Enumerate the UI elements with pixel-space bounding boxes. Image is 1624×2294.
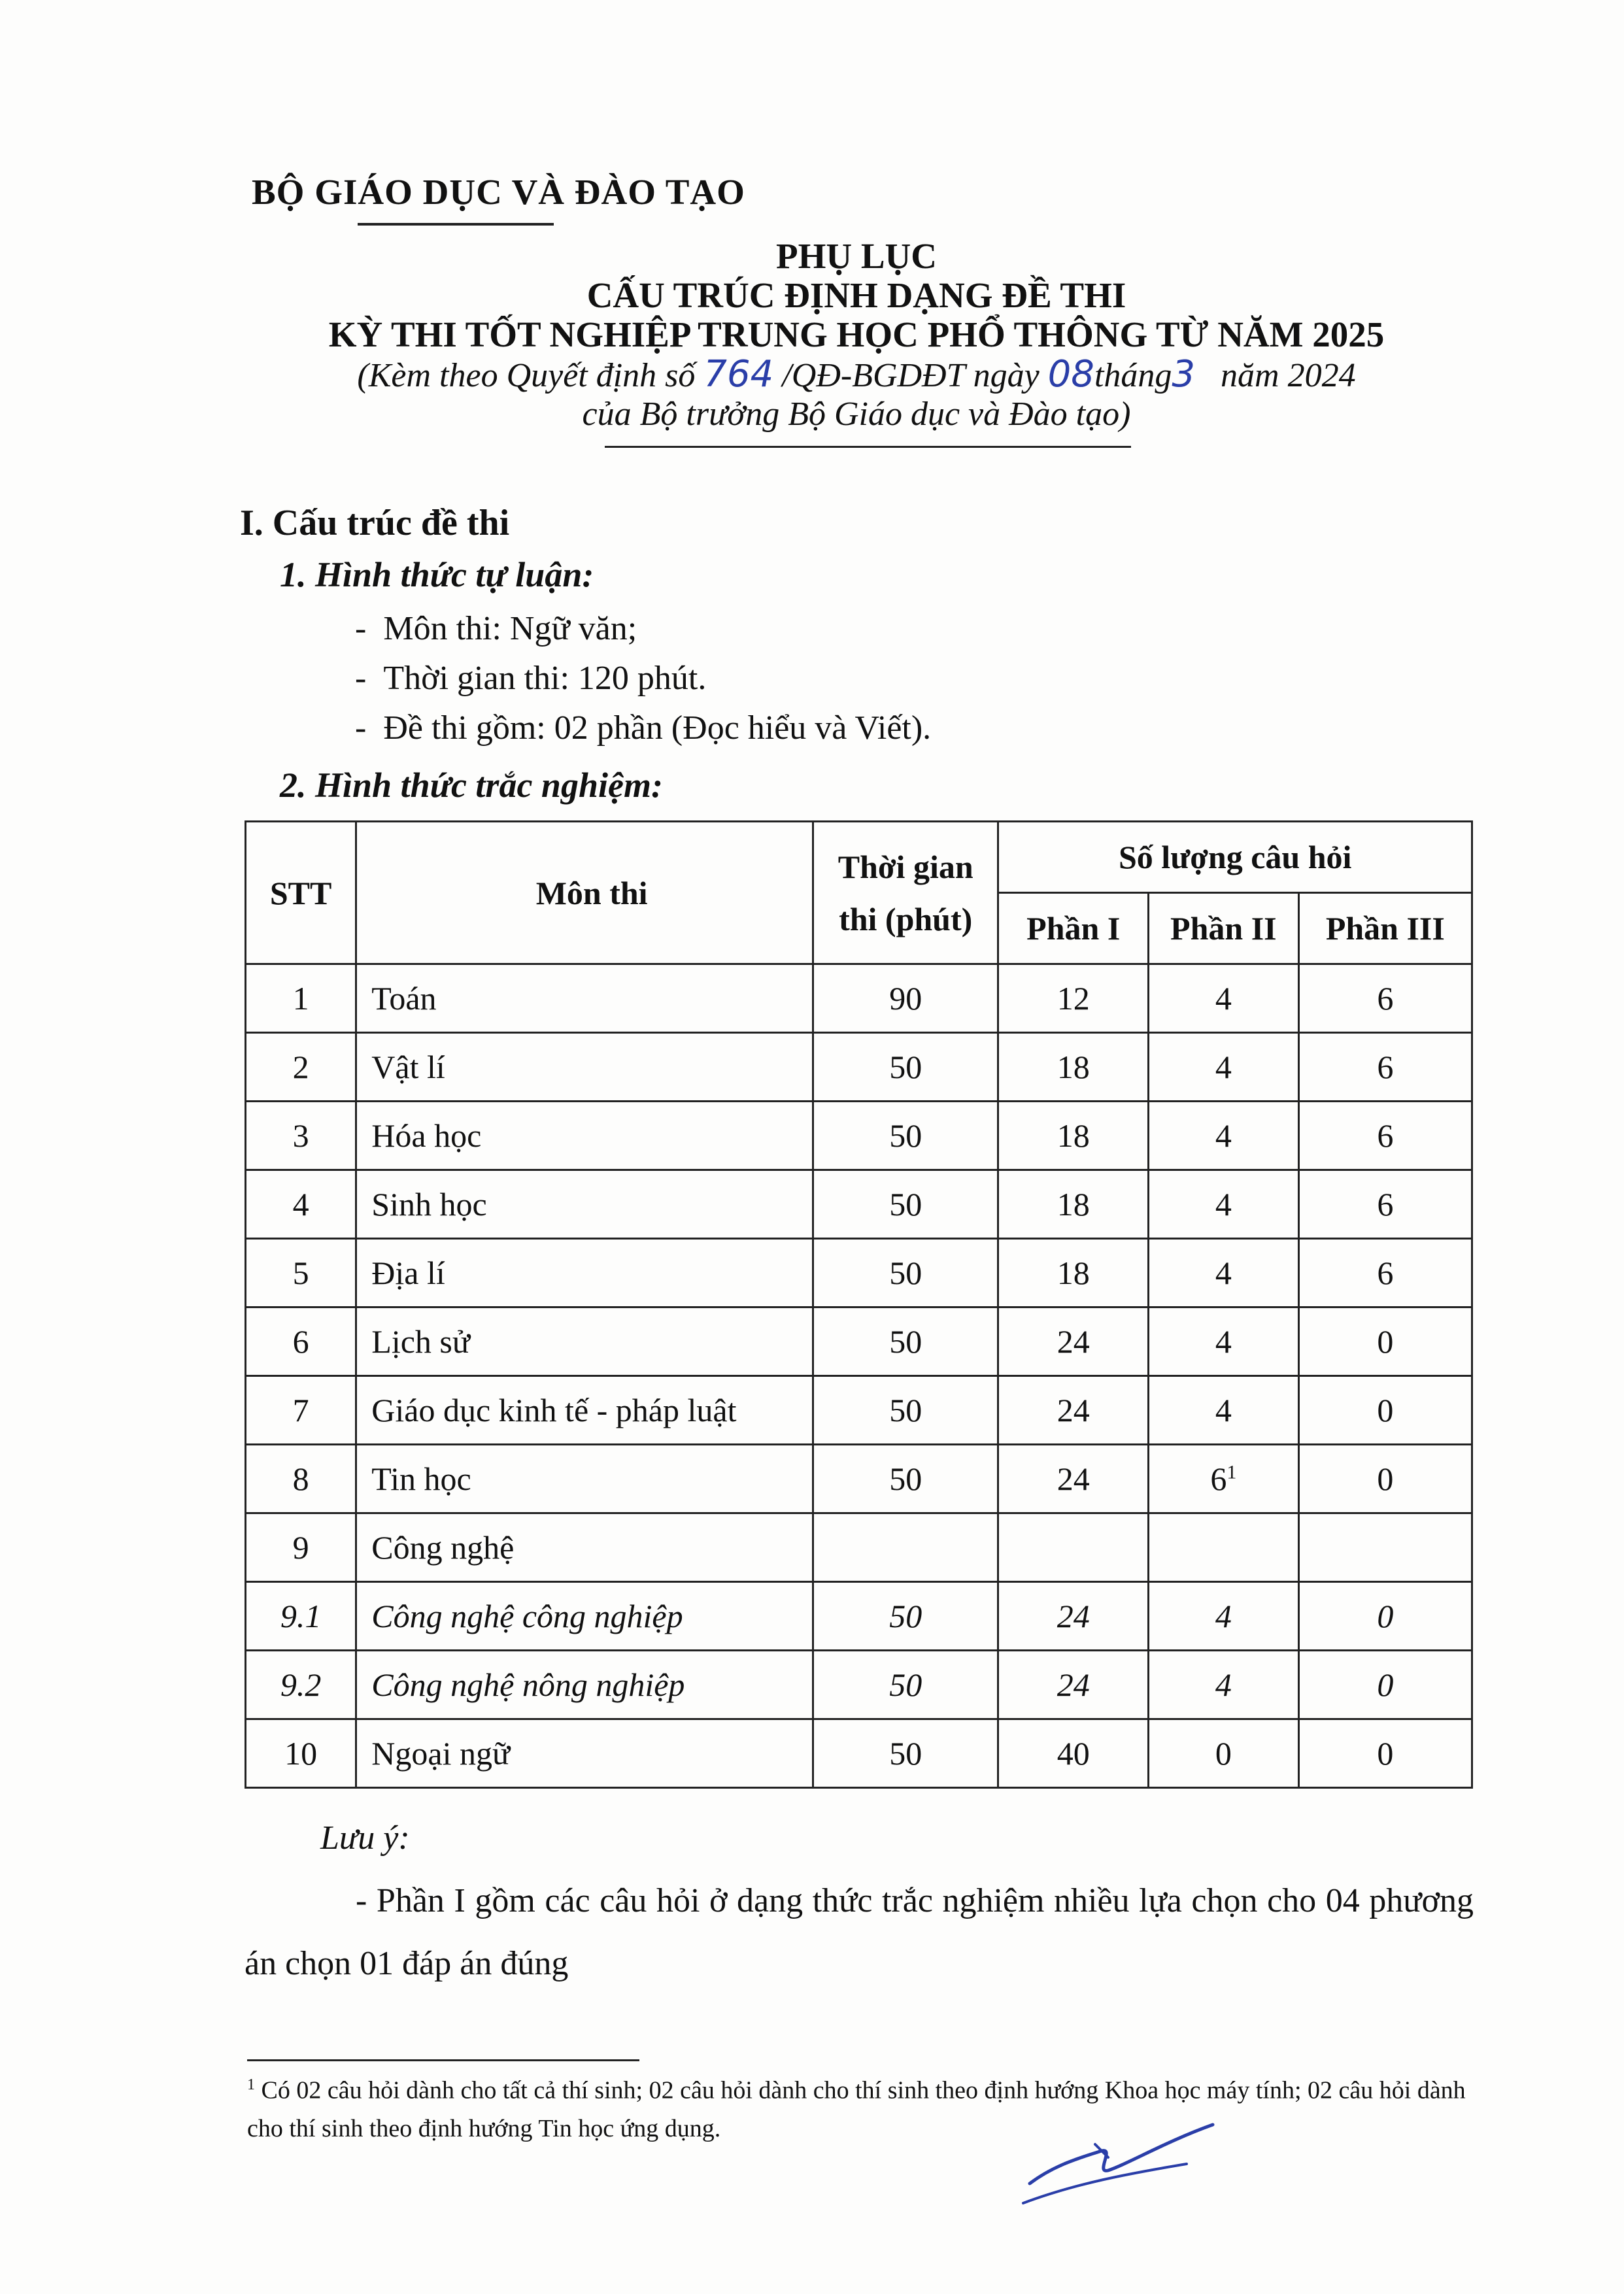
footnote-ref: 1 bbox=[1226, 1461, 1237, 1483]
essay-heading: 1. Hình thức tự luận: bbox=[280, 555, 594, 594]
header-stt: STT bbox=[246, 822, 356, 964]
header-part3: Phần III bbox=[1298, 893, 1472, 964]
cell-part2: $6^1$ bbox=[1149, 1445, 1299, 1513]
cell-subject: Lịch sử bbox=[356, 1307, 813, 1376]
cell-part3: 0 bbox=[1298, 1719, 1472, 1788]
doc-title-line1: CẤU TRÚC ĐỊNH DẠNG ĐỀ THI bbox=[586, 275, 1126, 315]
exam-structure-table bbox=[245, 820, 1473, 1789]
cell-part3: 0 bbox=[1298, 1582, 1472, 1651]
cell-time: 50 bbox=[813, 1307, 998, 1376]
signature-image bbox=[1017, 2112, 1226, 2210]
cell-stt: 6 bbox=[246, 1307, 356, 1376]
cell-part2: 4 bbox=[1149, 1033, 1299, 1102]
table-row bbox=[246, 1651, 1472, 1719]
cell-part3: 6 bbox=[1298, 1102, 1472, 1170]
cell-part3: 6 bbox=[1298, 1033, 1472, 1102]
cell-subject: Giáo dục kinh tế - pháp luật bbox=[356, 1376, 813, 1445]
note-title: Lưu ý: bbox=[320, 1819, 410, 1857]
cell-subject: Công nghệ bbox=[356, 1513, 813, 1582]
cell-stt: 8 bbox=[246, 1445, 356, 1513]
cell-stt: 4 bbox=[246, 1170, 356, 1239]
cell-time: 50 bbox=[813, 1102, 998, 1170]
month-handwritten: 3 bbox=[1172, 353, 1196, 396]
cell-stt: 1 bbox=[246, 964, 356, 1033]
cell-part2: 4 bbox=[1149, 1102, 1299, 1170]
footnote-text: Có 02 câu hỏi dành cho tất cả thí sinh; 02 câu hỏi dành cho thí sinh theo định hướng Khoa học máy tính; 02 câu hỏi dành cho thí sinh theo định hướng Tin học ứng dụng. bbox=[247, 2076, 1466, 2142]
cell-stt: 7 bbox=[246, 1376, 356, 1445]
cell-part1: 24 bbox=[998, 1651, 1149, 1719]
table-row bbox=[246, 1102, 1472, 1170]
cell-part1: 18 bbox=[998, 1102, 1149, 1170]
cell-subject: Công nghệ nông nghiệp bbox=[356, 1651, 813, 1719]
cell-part3 bbox=[1298, 1513, 1472, 1582]
table-row bbox=[246, 1376, 1472, 1445]
cell-part2: 0 bbox=[1149, 1719, 1299, 1788]
cell-part2: 4 bbox=[1149, 1307, 1299, 1376]
day-handwritten: 08 bbox=[1047, 353, 1094, 396]
year-text: năm 2024 bbox=[1221, 357, 1356, 394]
attachment-line1 bbox=[275, 353, 1438, 396]
header-subject: Môn thi bbox=[356, 822, 813, 964]
cell-stt: 10 bbox=[246, 1719, 356, 1788]
cell-part1: 24 bbox=[998, 1307, 1149, 1376]
appendix-title: PHỤ LỤC bbox=[776, 236, 937, 276]
cell-part2: 4 bbox=[1149, 1376, 1299, 1445]
header-question-count: Số lượng câu hỏi bbox=[998, 822, 1472, 893]
header-time: Thời gian thi (phút) bbox=[813, 822, 998, 964]
attach-prefix: (Kèm theo Quyết định số bbox=[357, 357, 696, 394]
cell-part1: 18 bbox=[998, 1239, 1149, 1307]
cell-part2: 4 bbox=[1149, 1651, 1299, 1719]
cell-subject: Ngoại ngữ bbox=[356, 1719, 813, 1788]
cell-part1: 24 bbox=[998, 1582, 1149, 1651]
table-row bbox=[246, 1170, 1472, 1239]
cell-time: 50 bbox=[813, 1445, 998, 1513]
table-row bbox=[246, 1239, 1472, 1307]
subtitle-underline bbox=[605, 446, 1131, 448]
cell-part1 bbox=[998, 1513, 1149, 1582]
cell-part2: 4 bbox=[1149, 964, 1299, 1033]
cell-part1: 24 bbox=[998, 1445, 1149, 1513]
cell-subject: Địa lí bbox=[356, 1239, 813, 1307]
cell-stt: 5 bbox=[246, 1239, 356, 1307]
cell-subject: Toán bbox=[356, 964, 813, 1033]
cell-time bbox=[813, 1513, 998, 1582]
essay-item: - Đề thi gồm: 02 phần (Đọc hiểu và Viết). bbox=[355, 709, 932, 747]
cell-stt: 3 bbox=[246, 1102, 356, 1170]
note-item: - Phần I gồm các câu hỏi ở dạng thức trắc nghiệm nhiều lựa chọn cho 04 phương án chọn 01 đáp án đúng bbox=[245, 1882, 1474, 1982]
cell-part2: 4 bbox=[1149, 1582, 1299, 1651]
cell-subject: Tin học bbox=[356, 1445, 813, 1513]
cell-part3: 0 bbox=[1298, 1445, 1472, 1513]
cell-time: 50 bbox=[813, 1651, 998, 1719]
attachment-line2: của Bộ trưởng Bộ Giáo dục và Đào tạo) bbox=[582, 396, 1131, 433]
mc-heading: 2. Hình thức trắc nghiệm: bbox=[280, 766, 663, 805]
table-row bbox=[246, 1033, 1472, 1102]
footnote bbox=[247, 2066, 1476, 2148]
ministry-name: BỘ GIÁO DỤC VÀ ĐÀO TẠO bbox=[252, 172, 745, 212]
essay-item: - Môn thi: Ngữ văn; bbox=[355, 610, 637, 647]
ministry-underline bbox=[358, 223, 554, 226]
table-row bbox=[246, 1513, 1472, 1582]
cell-stt: 2 bbox=[246, 1033, 356, 1102]
cell-time: 50 bbox=[813, 1719, 998, 1788]
cell-part3: 6 bbox=[1298, 964, 1472, 1033]
cell-part1: 18 bbox=[998, 1033, 1149, 1102]
footnote-divider bbox=[247, 2059, 639, 2061]
cell-subject: Sinh học bbox=[356, 1170, 813, 1239]
cell-part1: 24 bbox=[998, 1376, 1149, 1445]
table-row bbox=[246, 1307, 1472, 1376]
header-part2: Phần II bbox=[1149, 893, 1299, 964]
cell-time: 50 bbox=[813, 1376, 998, 1445]
header-part1: Phần I bbox=[998, 893, 1149, 964]
cell-part1: 40 bbox=[998, 1719, 1149, 1788]
section-heading: I. Cấu trúc đề thi bbox=[240, 503, 510, 543]
cell-stt: 9 bbox=[246, 1513, 356, 1582]
decision-number-handwritten: 764 bbox=[703, 353, 774, 396]
table-row bbox=[246, 1719, 1472, 1788]
cell-part3: 0 bbox=[1298, 1307, 1472, 1376]
cell-time: 50 bbox=[813, 1582, 998, 1651]
cell-time: 50 bbox=[813, 1033, 998, 1102]
cell-time: 50 bbox=[813, 1170, 998, 1239]
cell-stt: 9.1 bbox=[246, 1582, 356, 1651]
cell-part2: 4 bbox=[1149, 1170, 1299, 1239]
essay-item: - Thời gian thi: 120 phút. bbox=[355, 660, 707, 697]
cell-part3: 6 bbox=[1298, 1239, 1472, 1307]
cell-subject: Vật lí bbox=[356, 1033, 813, 1102]
doc-title-line2: KỲ THI TỐT NGHIỆP TRUNG HỌC PHỔ THÔNG TỪ NĂM 2025 bbox=[328, 314, 1385, 354]
month-label: tháng bbox=[1094, 357, 1172, 394]
cell-part2 bbox=[1149, 1513, 1299, 1582]
table-row bbox=[246, 1582, 1472, 1651]
cell-part3: 6 bbox=[1298, 1170, 1472, 1239]
table-row bbox=[246, 964, 1472, 1033]
cell-part1: 12 bbox=[998, 964, 1149, 1033]
attach-mid: /QĐ-BGDĐT ngày bbox=[782, 357, 1040, 394]
cell-subject: Hóa học bbox=[356, 1102, 813, 1170]
cell-part1: 18 bbox=[998, 1170, 1149, 1239]
table-row bbox=[246, 1445, 1472, 1513]
cell-part2: 4 bbox=[1149, 1239, 1299, 1307]
cell-part3: 0 bbox=[1298, 1651, 1472, 1719]
cell-time: 90 bbox=[813, 964, 998, 1033]
cell-subject: Công nghệ công nghiệp bbox=[356, 1582, 813, 1651]
cell-stt: 9.2 bbox=[246, 1651, 356, 1719]
cell-time: 50 bbox=[813, 1239, 998, 1307]
footnote-mark: 1 bbox=[247, 2076, 255, 2093]
cell-part3: 0 bbox=[1298, 1376, 1472, 1445]
